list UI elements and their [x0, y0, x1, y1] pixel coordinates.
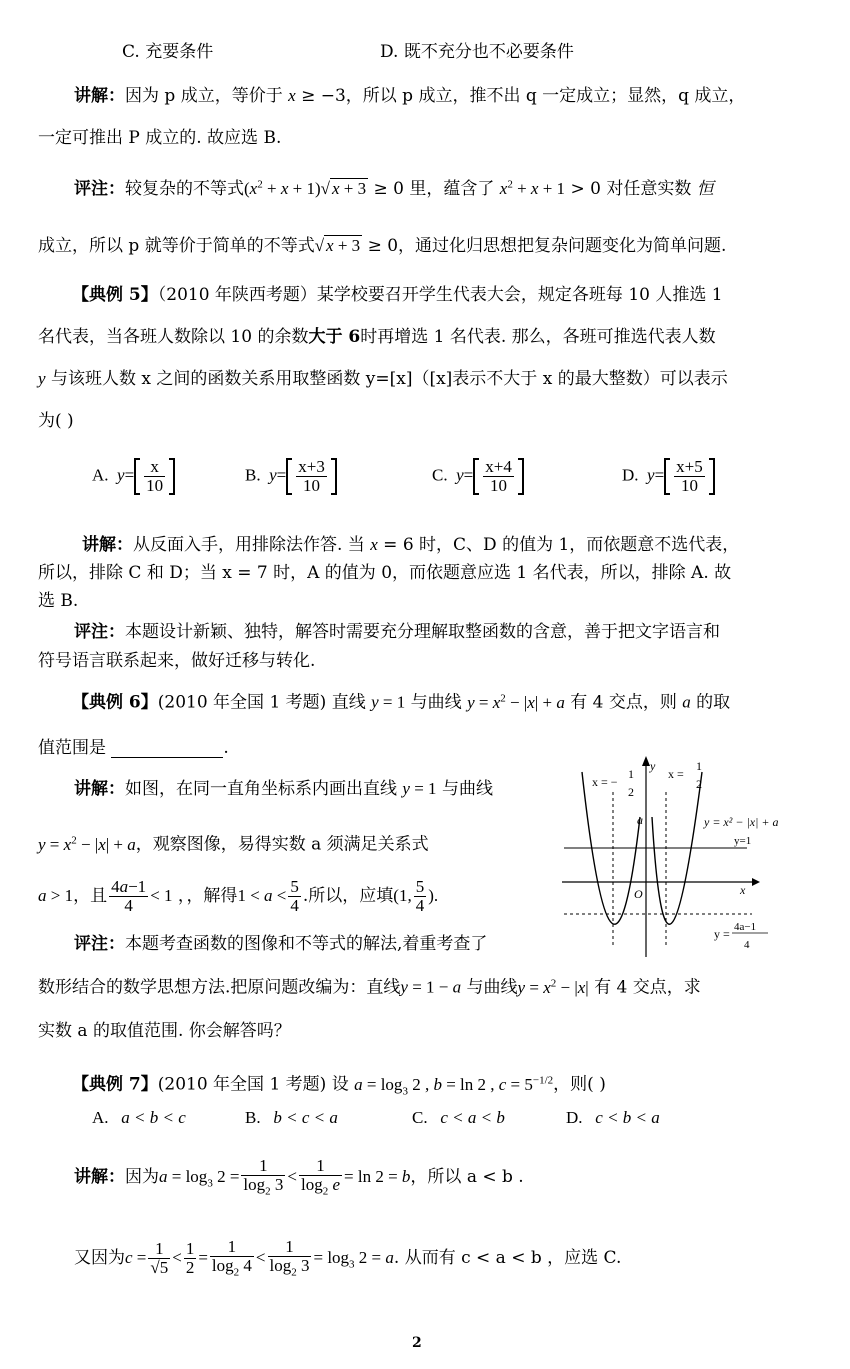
text: ≥ −3，所以 p 成立，推不出 q 一定成立；显然，q 成立， — [301, 86, 746, 106]
label-half-den-2: 2 — [696, 777, 702, 791]
text: ，解得 — [186, 885, 238, 906]
label-y-min-den: 4 — [744, 939, 750, 951]
label-y1: y=1 — [734, 835, 752, 847]
text: 名代表，当各班人数除以 10 的余数 — [38, 327, 309, 347]
text: 大于 6 — [308, 327, 361, 347]
text: 因为 p 成立，等价于 — [125, 86, 283, 106]
text: 时再增选 1 名代表. 那么，各班可推选代表人数 — [360, 327, 716, 347]
option7-a: A. a < b < c — [92, 1108, 186, 1127]
text: ，则( ) — [553, 1074, 606, 1095]
example5-comment-1 — [74, 622, 720, 642]
comment-heading: 评注： — [74, 179, 125, 199]
example5-line-1 — [72, 285, 723, 305]
example5-explain-3: 选 B. — [38, 591, 79, 611]
text: (2010 年全国 1 考题) 直线 — [157, 692, 366, 713]
x-axis-arrow — [752, 878, 760, 886]
text: = 6 时，C、D 的值为 1，而依题意不选代表， — [383, 535, 740, 555]
explain-heading: 讲解： — [82, 535, 133, 555]
function-graph — [562, 752, 802, 962]
example7-heading: 【典例 7】 — [72, 1074, 158, 1095]
text: 恒 — [696, 179, 714, 198]
label-curve: y = x² − |x| + a — [704, 815, 779, 829]
text: 本题设计新颖、独特，解答时需要充分理解取整函数的含意，善于把文字语言和 — [125, 622, 720, 642]
explain-line-2: 一定可推出 P 成立的. 故应选 B. — [38, 128, 282, 148]
example7-explain-1: 讲解：因为$a = \log_3 2$ = $\frac{1}{\log_2 3}$ < $\frac{1}{\log_2 e}$ = ln 2 = b，所以 a < b . — [74, 1156, 524, 1198]
text: ≥ 0，通过化归思想把复杂问题变化为简单问题. — [367, 236, 727, 256]
example6-comment-1 — [74, 934, 487, 954]
text: 与曲线 — [441, 779, 493, 799]
explain-line-1: 讲解：因为 p 成立，等价于 x ≥ −3，所以 p 成立，推不出 q 一定成立；显然，q 成立， — [74, 86, 746, 106]
text: 成立，所以 p 就等价于简单的不等式 — [38, 236, 315, 256]
text: 从反面入手，用排除法作答. 当 — [133, 535, 365, 555]
y-axis-arrow — [642, 756, 650, 766]
example7-line-1: 【典例 7】(2010 年全国 1 考题) 设 $a = \log_3 2$ , b = ln 2 , $c = 5^{-1/2}$，则( ) — [72, 1074, 606, 1098]
example6-comment-2: 数形结合的数学思想方法.把原问题改编为：直线y = 1 − a 与曲线$y = x^2 - |x|$ 有 4 交点，求 — [38, 977, 701, 998]
text: ，观察图像，易得实数 a 须满足关系式 — [135, 834, 429, 855]
text: ，且 — [73, 885, 108, 906]
example6-line-2: 值范围是 . — [38, 738, 229, 758]
text: 值范围是 — [38, 738, 106, 758]
page-number: 2 — [412, 1335, 422, 1351]
option-d: D. 既不充分也不必要条件 — [380, 42, 574, 62]
example6-comment-3: 实数 a 的取值范围. 你会解答吗？ — [38, 1021, 291, 1041]
comment-heading: 评注： — [74, 622, 125, 642]
text: 与曲线 — [466, 977, 518, 998]
text: .所以，应填 — [302, 885, 394, 906]
option-b: B. y= $\frac{x+3}{10}$ — [245, 458, 337, 495]
label-x-pos-half: x = — [668, 767, 684, 781]
explain-heading: 讲解： — [74, 779, 125, 799]
example6-heading: 【典例 6】 — [72, 692, 158, 713]
label-half-num: 1 — [628, 767, 634, 781]
example5-line-4: 为( ) — [38, 411, 74, 431]
option-a: A. y= $\frac{x}{10}$ — [92, 458, 175, 495]
text: 有 4 交点，求 — [594, 977, 701, 998]
label-y-axis: y — [650, 759, 656, 773]
label-half-den: 2 — [628, 785, 634, 799]
comment-line-1: 评注：较复杂的不等式$(x^2 + x + 1)√$ x + 3 ≥ 0 里，蕴含了 $x^2 + x + 1 > 0$ 对任意实数 恒 — [74, 178, 714, 199]
example5-line-3: y 与该班人数 x 之间的函数关系用取整函数 y=[x]（[x]表示不大于 x 的最大整数）可以表示 — [38, 369, 728, 389]
text: （2010 年陕西考题）某学校要召开学生代表大会，规定各班每 10 人推选 1 — [157, 285, 723, 305]
label-a: a — [637, 813, 643, 827]
comment-line-2: 成立，所以 p 就等价于简单的不等式√ x + 3 ≥ 0，通过化归思想把复杂问题变化为简单问题. — [38, 236, 727, 256]
label-half-num-2: 1 — [696, 759, 702, 773]
text: 与该班人数 x 之间的函数关系用取整函数 y=[x]（[x]表示不大于 x 的最大整数）可以表示 — [50, 369, 728, 389]
text: 与曲线 — [410, 692, 462, 713]
text: 较复杂的不等式 — [125, 179, 244, 199]
label-origin: O — [634, 887, 643, 901]
text: 数形结合的数学思想方法.把原问题改编为：直线 — [38, 977, 401, 998]
text: 又因为 — [74, 1247, 125, 1268]
text: 本题考查函数的图像和不等式的解法,着重考查了 — [125, 934, 488, 954]
answer-blank[interactable] — [111, 737, 223, 758]
example6-explain-1: 讲解：如图，在同一直角坐标系内画出直线 y = 1 与曲线 — [74, 779, 493, 799]
text: > 0 对任意实数 — [570, 179, 692, 199]
example5-heading: 【典例 5】 — [72, 285, 158, 305]
example5-line-2 — [38, 327, 716, 347]
example6-explain-3: a > 1，且 $\frac{4a-1}{4}$ < 1 ，，解得1 < a < $\frac{5}{4}$ .所以，应填(1, $\frac{5}{4}$ ). — [38, 877, 439, 915]
comment-heading: 评注： — [74, 934, 125, 954]
text: . 从而有 c < a < b ，应选 C. — [393, 1247, 622, 1268]
text: (2010 年全国 1 考题) 设 — [157, 1074, 349, 1095]
text: 因为 — [125, 1166, 159, 1187]
option7-d: D. c < b < a — [566, 1108, 660, 1127]
example6-explain-2: $y = x^2 - |x| + a$，观察图像，易得实数 a 须满足关系式 — [38, 834, 429, 855]
example5-explain-2: 所以，排除 C 和 D；当 x = 7 时，A 的值为 0，而依题意应选 1 名代表，所以，排除 A. 故 — [38, 563, 732, 583]
label-x-neg-half: x = − — [592, 775, 618, 789]
text: 如图，在同一直角坐标系内画出直线 — [125, 779, 397, 799]
text: ≥ 0 里，蕴含了 — [373, 179, 495, 199]
explain-heading: 讲解： — [74, 86, 125, 106]
explain-heading: 讲解： — [74, 1166, 125, 1187]
example5-comment-2: 符号语言联系起来，做好迁移与转化. — [38, 651, 316, 671]
text: ，所以 a < b . — [410, 1166, 524, 1187]
label-y-min: y = — [714, 927, 730, 941]
option-c: C. 充要条件 — [122, 42, 214, 62]
option7-b: B. b < c < a — [245, 1108, 338, 1127]
option-c: C. y= $\frac{x+4}{10}$ — [432, 458, 524, 495]
example5-explain-1: 讲解：从反面入手，用排除法作答. 当 x = 6 时，C、D 的值为 1，而依题意不选代表， — [82, 535, 740, 555]
label-x-axis: x — [740, 883, 746, 897]
option7-c: C. c < a < b — [412, 1108, 505, 1127]
text: 有 4 交点，则 — [570, 692, 677, 713]
option-d: D. y= $\frac{x+5}{10}$ — [622, 458, 715, 495]
example6-line-1: 【典例 6】(2010 年全国 1 考题) 直线 y = 1 与曲线 $y = x^2 - |x| + a$ 有 4 交点，则 a 的取 — [72, 692, 731, 713]
label-y-min-num: 4a−1 — [734, 921, 757, 933]
text: 的取 — [696, 692, 731, 713]
example7-explain-2: 又因为c = $\frac{1}{√5}$ < $\frac{1}{2}$ = $\frac{1}{\log_2 4}$ < $\frac{1}{\log_2 3}$ = $\log_3 2 = a$. 从而有 c < a < b ，应选 C. — [74, 1237, 622, 1279]
